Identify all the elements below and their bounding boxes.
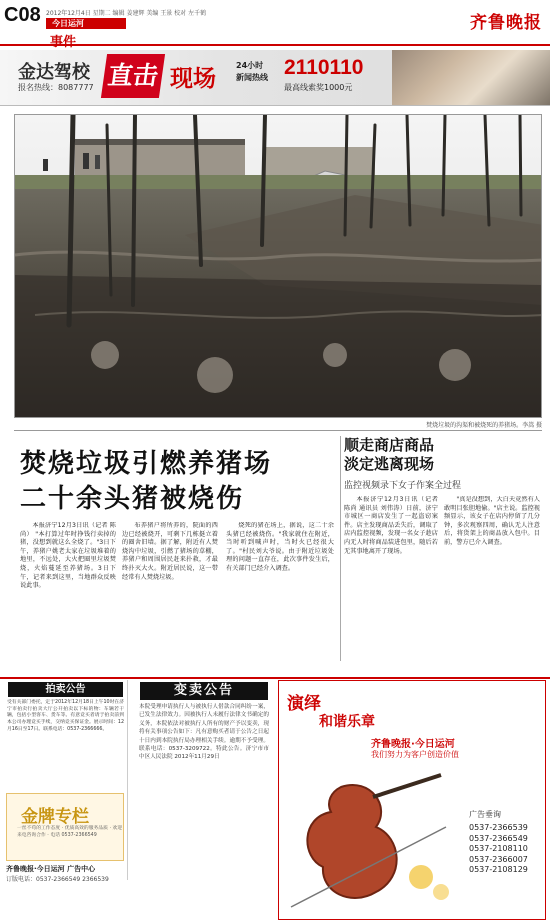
side-col-1-text: 本报济宁12月3日讯（记者 陈尚 通讯员 刘伟涛）日前，济宁市城区一商店发生了一起盗窃案件。店主发现商品丢失后，调取了店内监控视频，发现一名女子趁店内无人时将商品装进包里，随后若无其事地离开了现场。 bbox=[344, 496, 438, 555]
ad-phone: 0537-2108110 bbox=[469, 844, 528, 853]
violin-illustration bbox=[281, 767, 461, 917]
main-story-col-2 bbox=[122, 522, 218, 668]
auction-text: 受有关部门委托，定于2012年12月18日上午10时在济宁市拍卖行拍卖大厅公开拍卖以下标的物：车辆若干辆，包括小型客车、货车等。有意竞买者请于拍卖前到本公司办理竞买手续，交纳竞买保证金。展示时间：12月16日至17日。联系电话：0537-2366666。 bbox=[7, 700, 124, 732]
ad-contact-title: 广告垂询 bbox=[469, 810, 501, 819]
ad-phone: 0537-2108129 bbox=[469, 865, 528, 874]
concert-title-2: 和谐乐章 bbox=[319, 714, 375, 730]
main-col-2-text: 布养猪户将所养的，院面的西边已经被烧开，可剩下几栋挺立着的圈舍旧墙。据了解，附近有人焚烧沟中垃圾，引燃了猪场的草棚，养猪户和周围居民赶来扑救，才最终扑灭大火。附近居民说，这一带经常有人焚烧垃圾。 bbox=[122, 522, 218, 581]
side-subheadline: 监控视频录下女子作案全过程 bbox=[344, 481, 462, 491]
page-number: C08 bbox=[4, 4, 41, 26]
hotline-number: 2110110 bbox=[284, 56, 364, 79]
driving-school-name: 金达驾校 bbox=[18, 62, 90, 83]
column-divider bbox=[340, 436, 341, 661]
brand-big-badge: 直击 bbox=[101, 54, 165, 98]
section-title: 事件 bbox=[50, 35, 77, 50]
ads-divider bbox=[0, 677, 550, 679]
hotline-banner bbox=[0, 50, 550, 106]
ad-phone: 0537-2366539 bbox=[469, 823, 528, 832]
side-headline-2: 淡定逃离现场 bbox=[344, 455, 435, 473]
auction-title: 拍卖公告 bbox=[8, 682, 123, 697]
main-col-1-text: 本报济宁12月3日讯（记者 陈尚） "本打算过年时挣钱行卖掉的猪，没想到就这么全烧了。"3日下午，养猪户姚老太家在垃圾堆着的地里，不远处，大火把圈里垃圾焚烧，火焰蔓延至养猪场。3日下午，记者来到这里，当地群众反映说此事。 bbox=[20, 522, 116, 590]
concert-title-1: 演绎 bbox=[287, 694, 321, 714]
masthead-logo: 齐鲁晚报 bbox=[470, 13, 542, 33]
photo-caption: 焚烧垃圾的沟渠和被烧死的养猪场。李嵩 摄 bbox=[426, 422, 542, 429]
ad-phone: 0537-2366007 bbox=[469, 854, 528, 864]
banner-photo bbox=[392, 50, 550, 106]
main-news-photo bbox=[14, 114, 542, 418]
hotline-label bbox=[236, 60, 268, 84]
hotline-prize: 最高线索奖1000元 bbox=[284, 83, 353, 92]
concert-org: 齐鲁晚报·今日运河 bbox=[371, 739, 455, 750]
ad-phone: 0537-2366549 bbox=[469, 833, 528, 843]
main-col-3-text: 烧死的猪在场上，据说，这二十余头猪已经被烧伤。"我家就住在附近，当时听到喊声时，当时火已经很大了。"村民刘大爷说。由于附近垃圾处理的问题一直存在，此次事件发生后，有关部门已经介入调查。 bbox=[226, 522, 334, 572]
sale-title: 变卖公告 bbox=[140, 682, 268, 700]
side-story-col-1 bbox=[344, 496, 438, 668]
hotline-24: 24小时 bbox=[236, 61, 264, 70]
side-headline bbox=[344, 436, 534, 474]
concert-slogan: 我们努力为客户创造价值 bbox=[371, 750, 459, 759]
side-story-col-2 bbox=[444, 496, 540, 668]
ad-center-phones: 订版电话：0537-2366549 2366539 bbox=[6, 876, 109, 883]
main-story-col-1 bbox=[20, 522, 116, 668]
side-col-2-text: "真是没想到，大白天竟然有人敢明目张胆地偷。"店主说。监控视频显示，该女子在店内停留了几分钟，多次观察四周，确认无人注意后，将货架上的商品放入包中。目前，警方已介入调查。 bbox=[444, 496, 540, 546]
sale-notice bbox=[136, 680, 272, 920]
concert-ad bbox=[278, 680, 546, 920]
burnt-farm-image bbox=[15, 115, 542, 418]
ad-center-line: 齐鲁晚报·今日运河 广告中心 bbox=[6, 865, 96, 873]
gold-column-ad bbox=[6, 793, 124, 861]
sale-text: 本院受理申请执行人与被执行人借款合同纠纷一案，已发生法律效力。因被执行人未履行法律文书确定的义务，本院依法对被执行人所有的财产予以变卖，现将有关事项公告如下：凡有意购买者请于公告之日起十日内到本院执行局办理相关手续。逾期不予受理。联系电话：0537-3209722。特此公告。济宁市市中区人民法院 2012年11月29日 bbox=[139, 704, 269, 761]
page-header bbox=[0, 0, 550, 50]
headline-line-2: 二十余头猪被烧伤 bbox=[20, 484, 245, 514]
gold-text: 一丝不苟的工作态度 · 优质高效的服务品质 · 欢迎来电咨询合作 · 电话 0537-2366549 bbox=[17, 826, 123, 838]
headline-line-1: 焚烧垃圾引燃养猪场 bbox=[20, 449, 273, 479]
main-story-col-3 bbox=[226, 522, 334, 668]
side-headline-1: 顺走商店商品 bbox=[344, 436, 435, 454]
hotline-label-text: 新闻热线 bbox=[236, 73, 268, 82]
section-label: 今日运河 bbox=[46, 18, 126, 29]
date-line: 2012年12月4日 星期二 编辑 姜建辉 美编 王景 校对 左千鹤 bbox=[46, 10, 207, 17]
main-headline bbox=[20, 447, 340, 517]
ad-phone-list bbox=[469, 823, 528, 876]
divider bbox=[14, 430, 542, 431]
brand-after: 现场 bbox=[170, 66, 216, 92]
driving-school-phone: 报名热线：8087777 bbox=[18, 83, 94, 92]
gold-title: 金牌专栏 bbox=[21, 807, 89, 827]
